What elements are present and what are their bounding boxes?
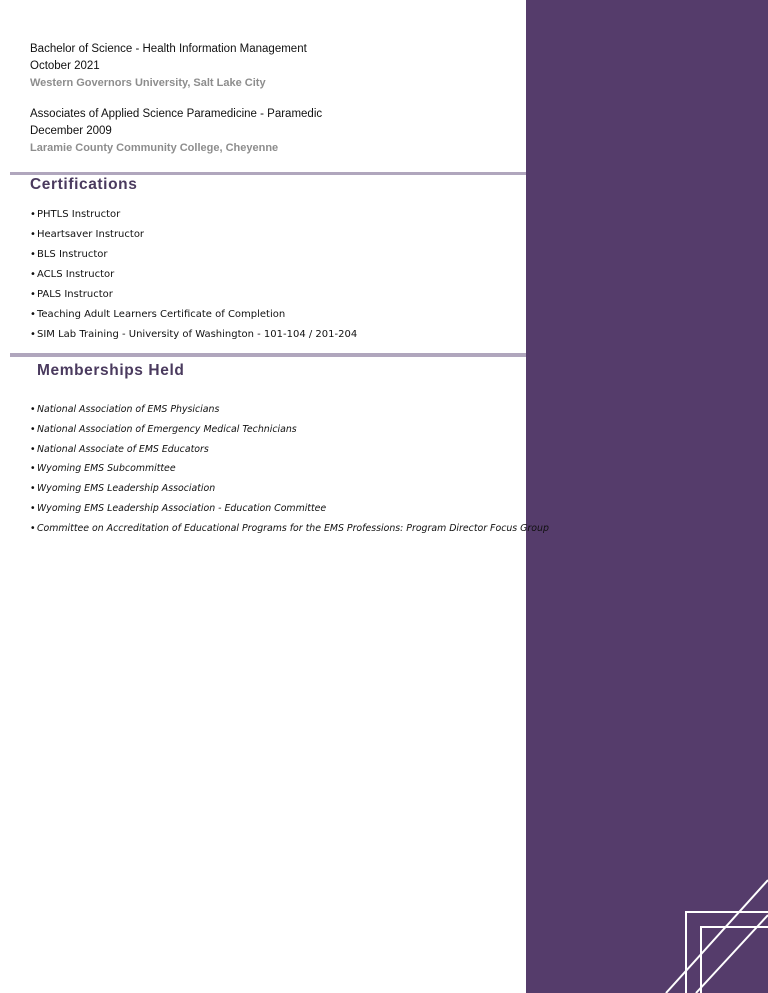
list-item: •PHTLS Instructor	[30, 209, 121, 220]
memberships-heading: Memberships Held	[37, 362, 185, 379]
degree-date: October 2021	[30, 60, 100, 72]
memberships-list	[30, 400, 549, 539]
list-item: •Wyoming EMS Subcommittee	[30, 463, 176, 475]
decorative-sidebar	[526, 0, 768, 993]
section-divider	[10, 172, 526, 175]
degree-title: Bachelor of Science - Health Information Management	[30, 43, 307, 55]
corner-line-art	[526, 0, 768, 993]
section-divider	[10, 353, 526, 357]
list-item: •Heartsaver Instructor	[30, 229, 145, 240]
list-item: •Committee on Accreditation of Educational Programs for the EMS Professions: Program Director Focus Group	[30, 522, 549, 534]
education-entry	[30, 106, 510, 157]
list-item: •BLS Instructor	[30, 249, 108, 260]
list-item: •Teaching Adult Learners Certificate of Completion	[30, 309, 286, 320]
degree-title: Associates of Applied Science Paramedicine - Paramedic	[30, 108, 323, 120]
list-item: •SIM Lab Training - University of Washington - 101-104 / 201-204	[30, 329, 358, 340]
degree-date: December 2009	[30, 125, 112, 137]
certifications-heading: Certifications	[30, 176, 138, 193]
list-item: •PALS Instructor	[30, 289, 113, 300]
school-name: Western Governors University, Salt Lake City	[30, 77, 266, 89]
list-item: •ACLS Instructor	[30, 269, 115, 280]
education-entry	[30, 41, 510, 92]
list-item: •Wyoming EMS Leadership Association - Education Committee	[30, 502, 327, 514]
school-name: Laramie County Community College, Cheyenne	[30, 142, 279, 154]
list-item: •National Associate of EMS Educators	[30, 443, 209, 455]
certifications-list	[30, 205, 357, 345]
list-item: •Wyoming EMS Leadership Association	[30, 483, 216, 495]
list-item: •National Association of Emergency Medical Technicians	[30, 423, 297, 435]
list-item: •National Association of EMS Physicians	[30, 404, 220, 415]
